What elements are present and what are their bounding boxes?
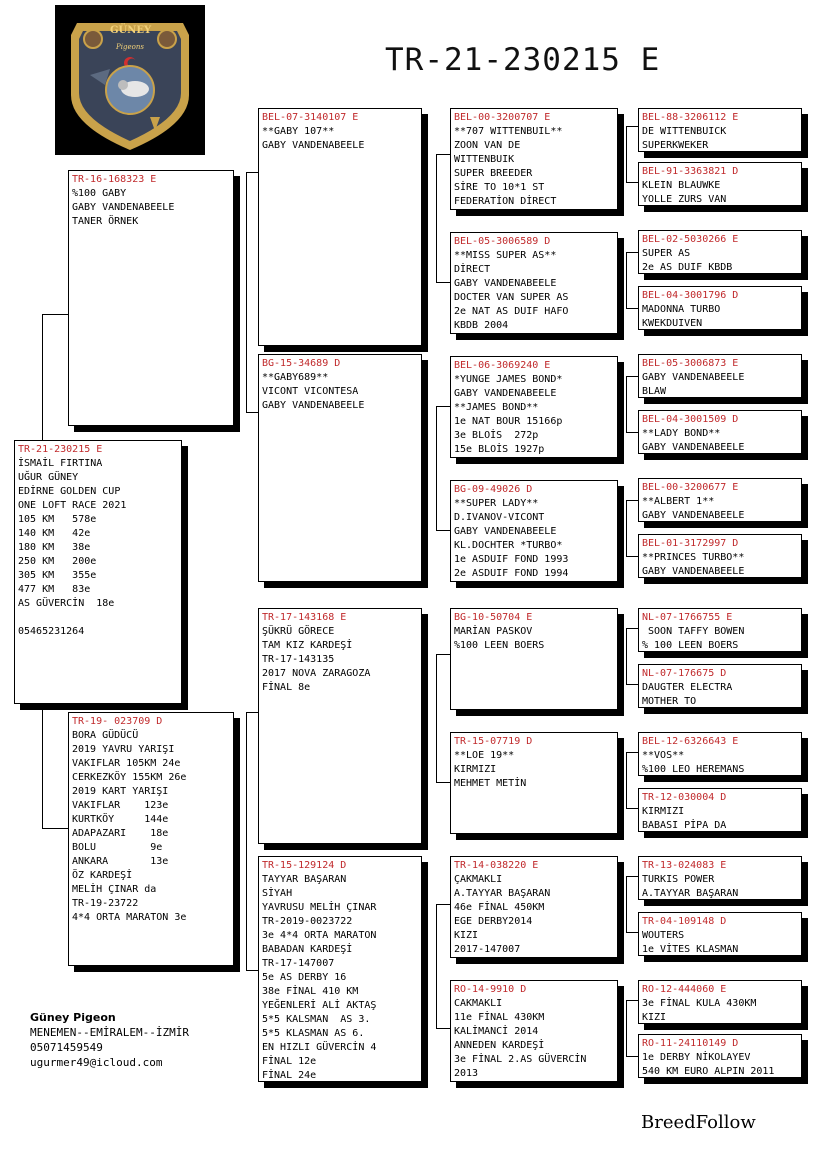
pedigree-line: GABY VANDENABEELE [262, 140, 365, 151]
pedigree-box-sd [258, 354, 422, 582]
pedigree-line: **MISS SUPER AS** [454, 250, 557, 261]
pedigree-line: %100 LEO HEREMANS [642, 764, 745, 775]
pedigree-line: MEHMET METİN [454, 778, 527, 789]
pedigree-line: SİYAH [262, 888, 293, 899]
pedigree-line: TANER ÖRNEK [72, 216, 139, 227]
pedigree-box-sdds [638, 478, 802, 522]
pedigree-line: TURKIS POWER [642, 874, 715, 885]
pedigree-line: GABY VANDENABEELE [642, 510, 745, 521]
pedigree-line: 15e BLOİS 1927p [454, 444, 545, 455]
ring-number: BEL-88-3206112 E [642, 112, 739, 123]
pedigree-line: KIZI [454, 930, 479, 941]
pedigree-line: UĞUR GÜNEY [18, 472, 79, 483]
pedigree-line: DİRECT [454, 264, 491, 275]
pedigree-line: BLAW [642, 386, 667, 397]
ring-number: BEL-05-3006589 D [454, 236, 551, 247]
pedigree-line: TAYYAR BAŞARAN [262, 874, 347, 885]
pedigree-line: VAKIFLAR 105KM 24e [72, 758, 181, 769]
guney-pigeons-logo [55, 5, 205, 155]
pedigree-box-dss [450, 608, 618, 710]
pedigree-line: D.IVANOV-VICONT [454, 512, 545, 523]
pedigree-line: %100 GABY [72, 188, 127, 199]
pedigree-title: TR-21-230215 E [385, 42, 661, 78]
footer-email[interactable]: ugurmer49@icloud.com [30, 1056, 163, 1069]
pedigree-line: 2017-147007 [454, 944, 521, 955]
pedigree-line: 4*4 ORTA MARATON 3e [72, 912, 187, 923]
pedigree-line: CAKMAKLI [454, 998, 503, 1009]
pedigree-line: 2019 YAVRU YARIŞI [72, 744, 175, 755]
pedigree-line: 180 KM 38e [18, 542, 91, 553]
pedigree-line: TR-17-147007 [262, 958, 335, 969]
pedigree-line: GABY VANDENABEELE [642, 372, 745, 383]
pedigree-box-ddd [450, 980, 618, 1082]
pedigree-line: AS GÜVERCİN 18e [18, 598, 115, 609]
pedigree-box-ssd [450, 232, 618, 334]
ring-number: BEL-91-3363821 D [642, 166, 739, 177]
ring-number: BG-09-49026 D [454, 484, 533, 495]
ring-number: BG-10-50704 E [454, 612, 533, 623]
pedigree-box-ssss [638, 108, 802, 152]
pedigree-line: 540 KM EURO ALPIN 2011 [642, 1066, 775, 1077]
pedigree-line: ŞÜKRÜ GÖRECE [262, 626, 335, 637]
pedigree-line: ÇAKMAKLI [454, 874, 503, 885]
pedigree-line: GABY VANDENABEELE [454, 278, 557, 289]
pedigree-box-dds [450, 856, 618, 958]
pedigree-line: ONE LOFT RACE 2021 [18, 500, 127, 511]
pedigree-line: 3e 4*4 ORTA MARATON [262, 930, 377, 941]
pedigree-line: MARİAN PASKOV [454, 626, 533, 637]
pedigree-line: VAKIFLAR 123e [72, 800, 169, 811]
pedigree-box-sdss [638, 354, 802, 398]
footer-phone: 05071459549 [30, 1041, 103, 1054]
pedigree-line: ZOON VAN DE [454, 140, 521, 151]
pedigree-line: **VOS** [642, 750, 685, 761]
pedigree-box-ssds [638, 230, 802, 274]
pedigree-line: FİNAL 24e [262, 1070, 317, 1081]
pedigree-line: SUPER AS [642, 248, 691, 259]
pedigree-line: 1e ASDUIF FOND 1993 [454, 554, 569, 565]
ring-number: TR-13-024083 E [642, 860, 727, 871]
pedigree-line: İSMAİL FIRTINA [18, 458, 103, 469]
pedigree-line: A.TAYYAR BAŞARAN [642, 888, 739, 899]
pedigree-line: ÖZ KARDEŞİ [72, 870, 133, 881]
pedigree-line: YOLLE ZURS VAN [642, 194, 727, 205]
pedigree-line: BABADAN KARDEŞİ [262, 944, 353, 955]
pedigree-line: KWEKDUIVEN [642, 318, 703, 329]
pedigree-line: A.TAYYAR BAŞARAN [454, 888, 551, 899]
pedigree-line: TR-2019-0023722 [262, 916, 353, 927]
logo-text: GÜNEY [110, 25, 152, 36]
pedigree-line: MADONNA TURBO [642, 304, 721, 315]
pedigree-line: GABY VANDENABEELE [454, 388, 557, 399]
footer-contact [30, 1010, 189, 1070]
pedigree-line: 2017 NOVA ZARAGOZA [262, 668, 371, 679]
pedigree-line: **PRINCES TURBO** [642, 552, 745, 563]
ring-number: NL-07-1766755 E [642, 612, 733, 623]
pedigree-line: FEDERATİON DİRECT [454, 196, 557, 207]
pedigree-line: SUPER BREEDER [454, 168, 533, 179]
pedigree-line: FİNAL 8e [262, 682, 311, 693]
pedigree-line: FİNAL 12e [262, 1056, 317, 1067]
pedigree-line: SUPERKWEKER [642, 140, 709, 151]
ring-number: BEL-01-3172997 D [642, 538, 739, 549]
pedigree-line: CERKEZKÖY 155KM 26e [72, 772, 187, 783]
pedigree-line: 2e ASDUIF FOND 1994 [454, 568, 569, 579]
pedigree-line: 2019 KART YARIŞI [72, 786, 169, 797]
pedigree-line: 2e AS DUIF KBDB [642, 262, 733, 273]
ring-number: BEL-00-3200677 E [642, 482, 739, 493]
pedigree-line: BABASI PİPA DA [642, 820, 727, 831]
logo-subtext: Pigeons [116, 43, 144, 51]
pedigree-box-dsdd [638, 788, 802, 832]
pedigree-box-dsds [638, 732, 802, 776]
pedigree-box-ddss [638, 856, 802, 900]
pedigree-line: BORA GÜDÜCÜ [72, 730, 139, 741]
pedigree-line: % 100 LEEN BOERS [642, 640, 739, 651]
pedigree-line: **GABY 107** [262, 126, 335, 137]
pedigree-line: 3e FİNAL KULA 430KM [642, 998, 757, 1009]
pedigree-line: 2e NAT AS DUIF HAFO [454, 306, 569, 317]
pedigree-line: BOLU 9e [72, 842, 163, 853]
pedigree-box-dd [258, 856, 422, 1082]
pedigree-box-ddsd [638, 912, 802, 956]
pedigree-box-ds [258, 608, 422, 844]
pedigree-line: KIRMIZI [454, 764, 497, 775]
pedigree-line: 2013 [454, 1068, 479, 1079]
pedigree-line: TR-17-143135 [262, 654, 335, 665]
pedigree-line: **ALBERT 1** [642, 496, 715, 507]
ring-number: BEL-02-5030266 E [642, 234, 739, 245]
footer-address: MENEMEN--EMİRALEM--İZMİR [30, 1026, 189, 1039]
pedigree-line: DAUGTER ELECTRA [642, 682, 733, 693]
pedigree-box-ddds [638, 980, 802, 1024]
ring-number: BG-15-34689 D [262, 358, 341, 369]
pedigree-line: KIZI [642, 1012, 667, 1023]
pedigree-line: KURTKÖY 144e [72, 814, 169, 825]
pedigree-line: SOON TAFFY BOWEN [642, 626, 745, 637]
pedigree-line: 05465231264 [18, 626, 85, 637]
pedigree-line: DE WITTENBUICK [642, 126, 727, 137]
pedigree-line: KL.DOCHTER *TURBO* [454, 540, 563, 551]
pedigree-line: TR-19-23722 [72, 898, 139, 909]
ring-number: BEL-00-3200707 E [454, 112, 551, 123]
pedigree-line: KALİMANCİ 2014 [454, 1026, 539, 1037]
pedigree-line: 105 KM 578e [18, 514, 97, 525]
pedigree-line: GABY VANDENABEELE [642, 442, 745, 453]
pedigree-line: SİRE TO 10*1 ST [454, 182, 545, 193]
pedigree-box-sddd [638, 534, 802, 578]
ring-number: NL-07-176675 D [642, 668, 727, 679]
pedigree-line: MOTHER TO [642, 696, 697, 707]
pedigree-line: 1e VİTES KLASMAN [642, 944, 739, 955]
ring-number: TR-12-030004 D [642, 792, 727, 803]
pedigree-line: ADAPAZARI 18e [72, 828, 169, 839]
pedigree-line: EGE DERBY2014 [454, 916, 533, 927]
ring-number: BEL-04-3001796 D [642, 290, 739, 301]
ring-number: RO-12-444060 E [642, 984, 727, 995]
pedigree-line: %100 LEEN BOERS [454, 640, 545, 651]
pedigree-box-dsss [638, 608, 802, 652]
pedigree-line: WOUTERS [642, 930, 685, 941]
ring-number: TR-04-109148 D [642, 916, 727, 927]
ring-number: TR-19- 023709 D [72, 716, 163, 727]
pedigree-box-sdsd [638, 410, 802, 454]
ring-number: TR-15-129124 D [262, 860, 347, 871]
pedigree-line: 5*5 KALSMAN AS 3. [262, 1014, 371, 1025]
ring-number: BEL-05-3006873 E [642, 358, 739, 369]
ring-number: TR-16-168323 E [72, 174, 157, 185]
pedigree-line: 3e BLOİS 272p [454, 430, 539, 441]
ring-number: RO-14-9910 D [454, 984, 527, 995]
pedigree-line: 250 KM 200e [18, 556, 97, 567]
ring-number: TR-21-230215 E [18, 444, 103, 455]
pedigree-line: 305 KM 355e [18, 570, 97, 581]
pedigree-line [18, 611, 178, 625]
footer-name: Güney Pigeon [30, 1011, 116, 1024]
pedigree-line: 5*5 KLASMAN AS 6. [262, 1028, 365, 1039]
pedigree-line: 5e AS DERBY 16 [262, 972, 347, 983]
pedigree-line: 3e FİNAL 2.AS GÜVERCİN [454, 1054, 587, 1065]
breedfollow-brand: BreedFollow [641, 1112, 756, 1133]
ring-number: RO-11-24110149 D [642, 1038, 739, 1049]
pedigree-line: KBDB 2004 [454, 320, 509, 331]
pedigree-box-subject [14, 440, 182, 704]
ring-number: TR-17-143168 E [262, 612, 347, 623]
pedigree-line: **JAMES BOND** [454, 402, 539, 413]
pedigree-line: 38e FİNAL 410 KM [262, 986, 359, 997]
pedigree-line: YAVRUSU MELİH ÇINAR [262, 902, 377, 913]
ring-number: TR-15-07719 D [454, 736, 533, 747]
pedigree-box-ssdd [638, 286, 802, 330]
pedigree-line: KLEIN BLAUWKE [642, 180, 721, 191]
pedigree-line: ANNEDEN KARDEŞİ [454, 1040, 545, 1051]
pedigree-box-dsd [450, 732, 618, 834]
pedigree-line: VICONT VICONTESA [262, 386, 359, 397]
pedigree-box-dssd [638, 664, 802, 708]
pedigree-line: TAM KIZ KARDEŞİ [262, 640, 353, 651]
pedigree-line: GABY VANDENABEELE [72, 202, 175, 213]
pedigree-box-sdd [450, 480, 618, 582]
pedigree-line: GABY VANDENABEELE [262, 400, 365, 411]
pedigree-box-ss [258, 108, 422, 346]
pedigree-line: ANKARA 13e [72, 856, 169, 867]
pedigree-line: **707 WITTENBUIL** [454, 126, 563, 137]
pedigree-line: 46e FİNAL 450KM [454, 902, 545, 913]
pedigree-line: WITTENBUIK [454, 154, 515, 165]
pedigree-line: DOCTER VAN SUPER AS [454, 292, 569, 303]
pedigree-line: EDİRNE GOLDEN CUP [18, 486, 121, 497]
pedigree-line: EN HIZLI GÜVERCİN 4 [262, 1042, 377, 1053]
pedigree-line: **LOE 19** [454, 750, 515, 761]
pedigree-line: 477 KM 83e [18, 584, 91, 595]
pedigree-box-sss [450, 108, 618, 210]
ring-number: BEL-06-3069240 E [454, 360, 551, 371]
pedigree-box-dddd [638, 1034, 802, 1078]
pedigree-line: 1e DERBY NİKOLAYEV [642, 1052, 751, 1063]
pedigree-line: **SUPER LADY** [454, 498, 539, 509]
pedigree-line: GABY VANDENABEELE [454, 526, 557, 537]
pedigree-box-sds [450, 356, 618, 458]
pedigree-line: 1e NAT BOUR 15166p [454, 416, 563, 427]
pedigree-line: 140 KM 42e [18, 528, 91, 539]
pedigree-line: YEĞENLERİ ALİ AKTAŞ [262, 1000, 377, 1011]
ring-number: BEL-07-3140107 E [262, 112, 359, 123]
pedigree-line: **LADY BOND** [642, 428, 721, 439]
pedigree-line: *YUNGE JAMES BOND* [454, 374, 563, 385]
pedigree-line: MELİH ÇINAR da [72, 884, 157, 895]
pedigree-box-sssd [638, 162, 802, 206]
ring-number: TR-14-038220 E [454, 860, 539, 871]
pedigree-line: 11e FİNAL 430KM [454, 1012, 545, 1023]
pedigree-box-dam [68, 712, 234, 966]
pedigree-box-sire [68, 170, 234, 426]
pedigree-line: GABY VANDENABEELE [642, 566, 745, 577]
pedigree-line: **GABY689** [262, 372, 329, 383]
pedigree-line: KIRMIZI [642, 806, 685, 817]
ring-number: BEL-04-3001509 D [642, 414, 739, 425]
ring-number: BEL-12-6326643 E [642, 736, 739, 747]
